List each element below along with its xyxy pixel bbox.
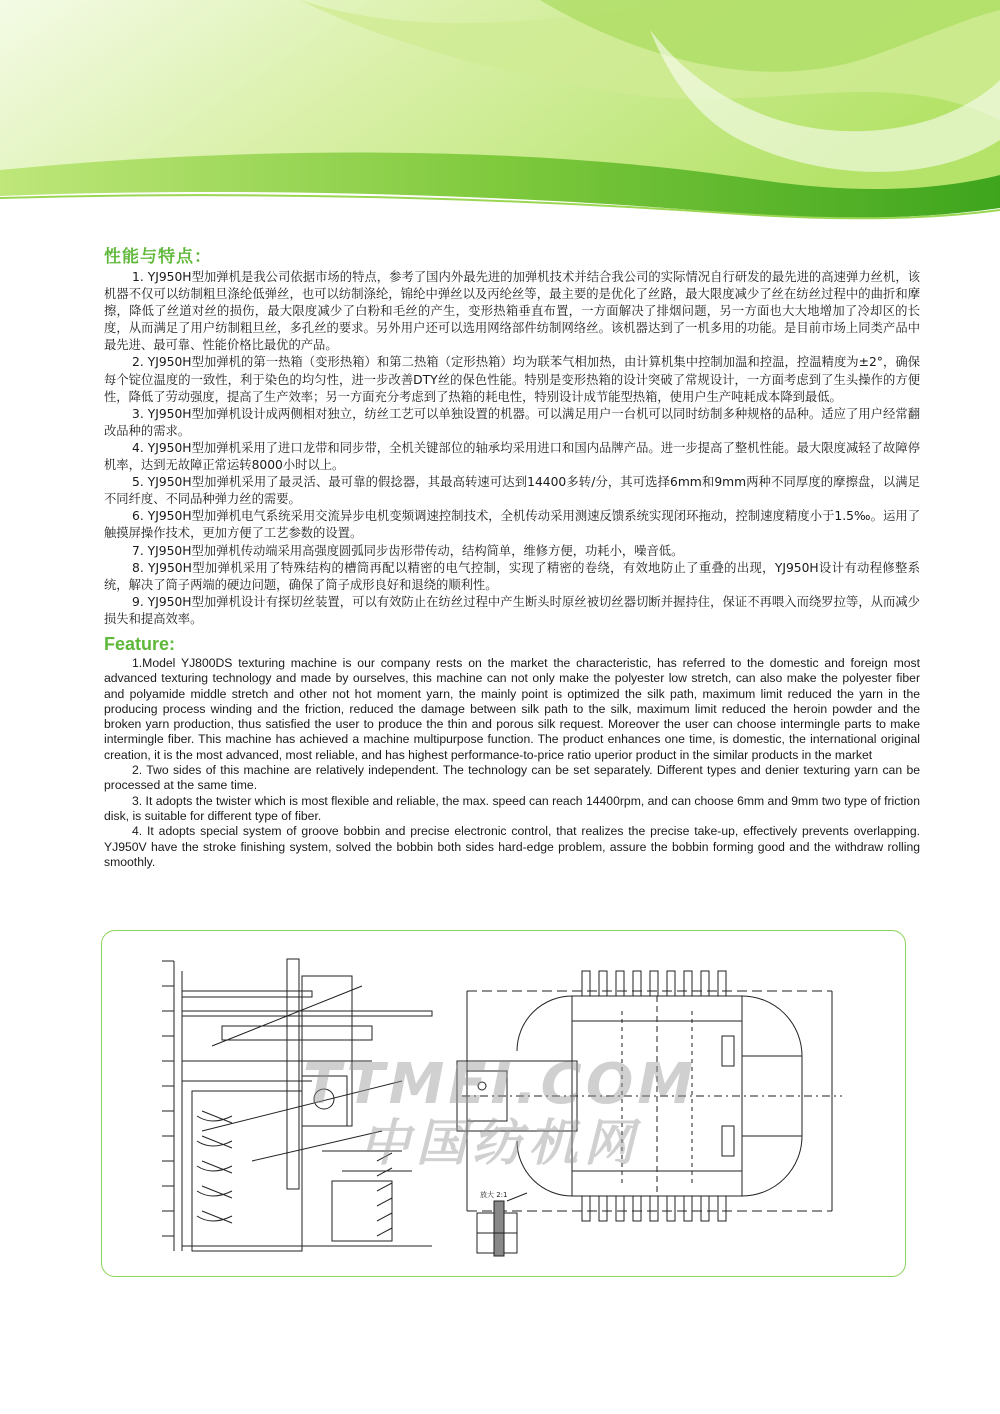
feature-cn-item-3: 3. YJ950H型加弹机设计成两侧相对独立，纺丝工艺可以单独设置的机器。可以满足用户一台机可以同时纺制多种规格的品种。适应了用户经常翻改品种的需求。 <box>104 406 920 438</box>
feature-cn-item-5: 5. YJ950H型加弹机采用了最灵活、最可靠的假捻器，其最高转速可达到14400多转/分，其可选择6mm和9mm两种不同厚度的摩擦盘，以满足不同纤度、不同品种弹力丝的需要。 <box>104 475 920 507</box>
feature-en-item-3: 3. It adopts the twister which is most flexible and reliable, the max. speed can reach 14400rpm, and can choose 6mm and 9mm two type of friction disk, is suitable for different type of fiber. <box>104 793 920 823</box>
machine-drawing <box>102 931 905 1276</box>
feature-cn-item-7: 7. YJ950H型加弹机传动端采用高强度圆弧同步齿形带传动，结构简单，维修方便，功耗小，噪音低。 <box>132 543 684 558</box>
feature-cn-item-1: 1. YJ950H型加弹机是我公司依据市场的特点，参考了国内外最先进的加弹机技术并结合我公司的实际情况自行研发的最先进的高速弹力丝机，该机器不仅可以纺制粗旦涤纶低弹丝，也可以纺制涤纶，锦纶中弹丝以及丙纶丝等，最主要的是优化了丝路，最大限度减少了丝在纺丝过程中的曲折和摩擦，降低了丝道对丝的损伤，最大限度减少了白粉和毛丝的产生，变形热箱垂直布置，一方面解决了排烟问题，另一方面也大大地增加了冷却区的长度，从而满足了用户纺制粗旦丝，多孔丝的要求。另外用户还可以选用网络部件纺制网络丝。该机器达到了一机多用的功能。是目前市场上同类产品中最先进、最可靠、性能价格比最优的产品。 <box>104 270 920 353</box>
feature-cn-item-8: 8. YJ950H型加弹机采用了特殊结构的槽筒再配以精密的电气控制，实现了精密的卷绕，有效地防止了重叠的出现，YJ950H设计有动程修整系统，解决了筒子两端的硬边问题，确保了筒子成形良好和退绕的顺利性。 <box>104 560 920 592</box>
side-elevation-drawing <box>162 959 432 1251</box>
features-en-list <box>104 656 920 870</box>
features-cn-heading: 性能与特点： <box>104 247 212 267</box>
text-content <box>104 242 920 870</box>
feature-cn-item-2: 2. YJ950H型加弹机的第一热箱（变形热箱）和第二热箱（定形热箱）均为联苯气相加热，由计算机集中控制加温和控温，控温精度为±2°，确保每个锭位温度的一致性，利于染色的均匀性，进一步改善DTY丝的保色性能。特别是变形热箱的设计突破了常规设计，一方面考虑到了生头操作的方便性，降低了劳动强度，提高了生产效率；另一方面充分考虑到了热箱的耗电性，特别设计成节能型热箱，使用户生产吨耗成本降到最低。 <box>104 355 920 404</box>
feature-cn-item-6: 6. YJ950H型加弹机电气系统采用交流异步电机变频调速控制技术，全机传动采用测速反馈系统实现闭环拖动，控制速度精度小于1.5‰。运用了触摸屏操作技术，更加方便了工艺参数的设置。 <box>104 509 920 541</box>
plan-view-drawing <box>457 971 842 1256</box>
feature-en-item-1: 1.Model YJ800DS texturing machine is our company rests on the market the characteristic, has referred to the domestic and foreign most advanced texturing technology and made by ourselves, this machine can not only make the polyester low stretch, can also make the polyester fiber and polyamide middle stretch and other not hot moment yarn, the mainly point is optimized the silk path, maximum limit reduced the yarn in the producing process winding and the friction, reduced the damage between silk path to the silk, maximum limit reduced the heroin powder and the broken yarn production, thus satisfied the user to produce the thin and porous silk request. Moreover the user can choose intermingle parts to make intermingle fiber. This machine has achieved a machine multipurpose function. The product enhances one time, is domestic, the international original creation, it is the most advanced, most reliable, and has highest performance-to-price ratio uperior product in the similar products in the market <box>104 655 920 762</box>
watermark-line-2: 中国纺机网 <box>360 1114 640 1172</box>
header-banner <box>0 0 1000 245</box>
features-en-heading: Feature: <box>104 633 176 654</box>
detail-scale-label: 放大 2:1 <box>480 1191 508 1199</box>
watermark-line-1: TTMEI.COM <box>302 1052 698 1117</box>
feature-en-item-2: 2. Two sides of this machine are relatively independent. The technology can be set separately. Different types and denier texturing yarn can be processed at the same time. <box>104 763 920 793</box>
technical-drawing-panel <box>101 930 906 1277</box>
feature-en-item-4: 4. It adopts special system of groove bobbin and precise electronic control, that realizes the precise take-up, effectively prevents overlapping. YJ950V have the stroke finishing system, solved the bobbin both sides hard-edge problem, assure the bobbin forming good and the withdraw rolling smoothly. <box>104 824 920 869</box>
feature-cn-item-9: 9. YJ950H型加弹机设计有探切丝装置，可以有效防止在纺丝过程中产生断头时原丝被切丝器切断并握持住，保证不再喂入而绕罗拉等，从而减少损失和提高效率。 <box>104 594 920 626</box>
feature-cn-item-4: 4. YJ950H型加弹机采用了进口龙带和同步带，全机关键部位的轴承均采用进口和国内品牌产品。进一步提高了整机性能。最大限度减轻了故障停机率，达到无故障正常运转8000小时以上。 <box>104 440 920 473</box>
features-cn-list <box>104 269 920 628</box>
